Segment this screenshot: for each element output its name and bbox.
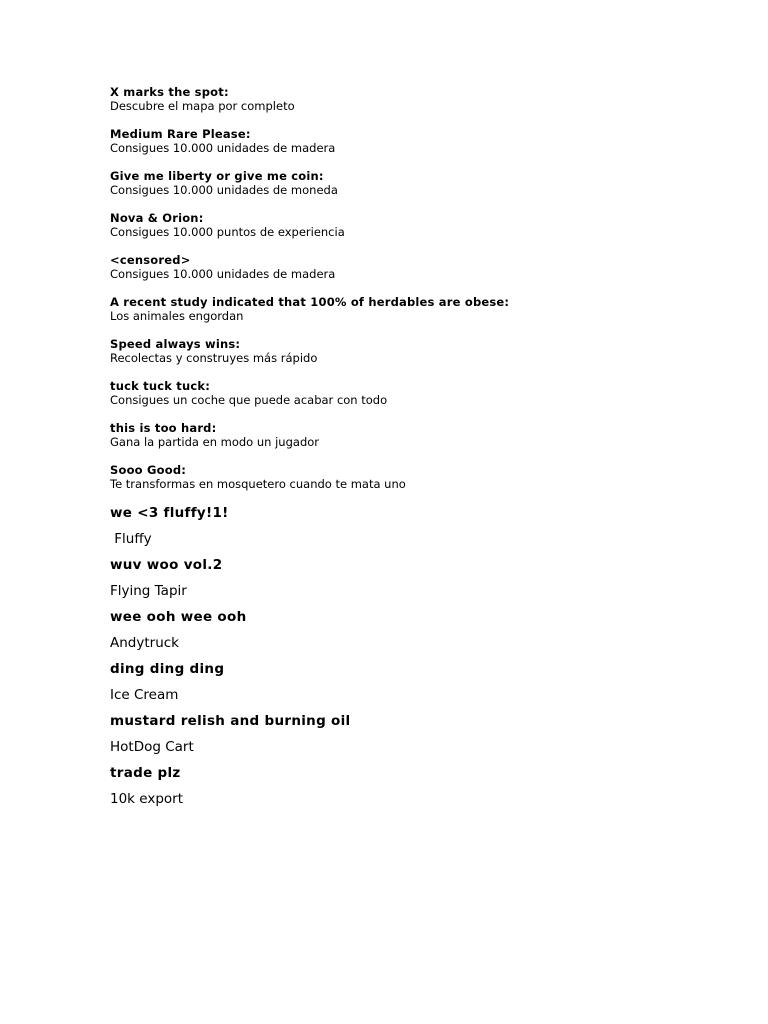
card-title: ding ding ding bbox=[110, 661, 225, 677]
achievement-entry bbox=[110, 421, 730, 449]
achievement-entry bbox=[110, 379, 730, 407]
achievement-title: Medium Rare Please: bbox=[110, 127, 251, 141]
achievement-entry bbox=[110, 211, 730, 239]
achievement-title: Give me liberty or give me coin: bbox=[110, 169, 324, 183]
card-description: Flying Tapir bbox=[110, 583, 187, 599]
achievement-entry bbox=[110, 295, 730, 323]
achievement-entry bbox=[110, 337, 730, 365]
achievement-title: Sooo Good: bbox=[110, 463, 187, 477]
achievement-description: Consigues 10.000 unidades de madera bbox=[110, 141, 336, 155]
achievement-description: Consigues 10.000 unidades de moneda bbox=[110, 183, 338, 197]
card-description: HotDog Cart bbox=[110, 739, 194, 755]
card-title: wuv woo vol.2 bbox=[110, 557, 223, 573]
achievement-title: Speed always wins: bbox=[110, 337, 241, 351]
card-list bbox=[110, 505, 730, 807]
achievement-description: Gana la partida en modo un jugador bbox=[110, 435, 320, 449]
achievement-title: Nova & Orion: bbox=[110, 211, 204, 225]
achievement-description: Los animales engordan bbox=[110, 309, 244, 323]
card-title: trade plz bbox=[110, 765, 181, 781]
achievement-description: Consigues 10.000 unidades de madera bbox=[110, 267, 336, 281]
card-description: 10k export bbox=[110, 791, 184, 807]
card-description: Ice Cream bbox=[110, 687, 179, 703]
achievement-description: Recolectas y construyes más rápido bbox=[110, 351, 318, 365]
card-title: we <3 fluffy!1! bbox=[110, 505, 229, 521]
card-title: mustard relish and burning oil bbox=[110, 713, 351, 729]
achievement-entry bbox=[110, 85, 730, 113]
card-description: Fluffy bbox=[110, 531, 152, 547]
achievement-entry bbox=[110, 463, 730, 491]
achievement-title: A recent study indicated that 100% of herdables are obese: bbox=[110, 295, 510, 309]
achievement-description: Consigues 10.000 puntos de experiencia bbox=[110, 225, 345, 239]
document-page bbox=[110, 85, 730, 817]
achievement-description: Descubre el mapa por completo bbox=[110, 99, 295, 113]
card-description: Andytruck bbox=[110, 635, 179, 651]
achievement-entry bbox=[110, 253, 730, 281]
achievement-description: Consigues un coche que puede acabar con todo bbox=[110, 393, 388, 407]
achievement-entry bbox=[110, 127, 730, 155]
achievement-title: this is too hard: bbox=[110, 421, 217, 435]
achievement-title: X marks the spot: bbox=[110, 85, 229, 99]
achievement-entry bbox=[110, 169, 730, 197]
achievement-title: tuck tuck tuck: bbox=[110, 379, 211, 393]
achievement-description: Te transformas en mosquetero cuando te mata uno bbox=[110, 477, 406, 491]
achievement-title: <censored> bbox=[110, 253, 191, 267]
card-title: wee ooh wee ooh bbox=[110, 609, 247, 625]
